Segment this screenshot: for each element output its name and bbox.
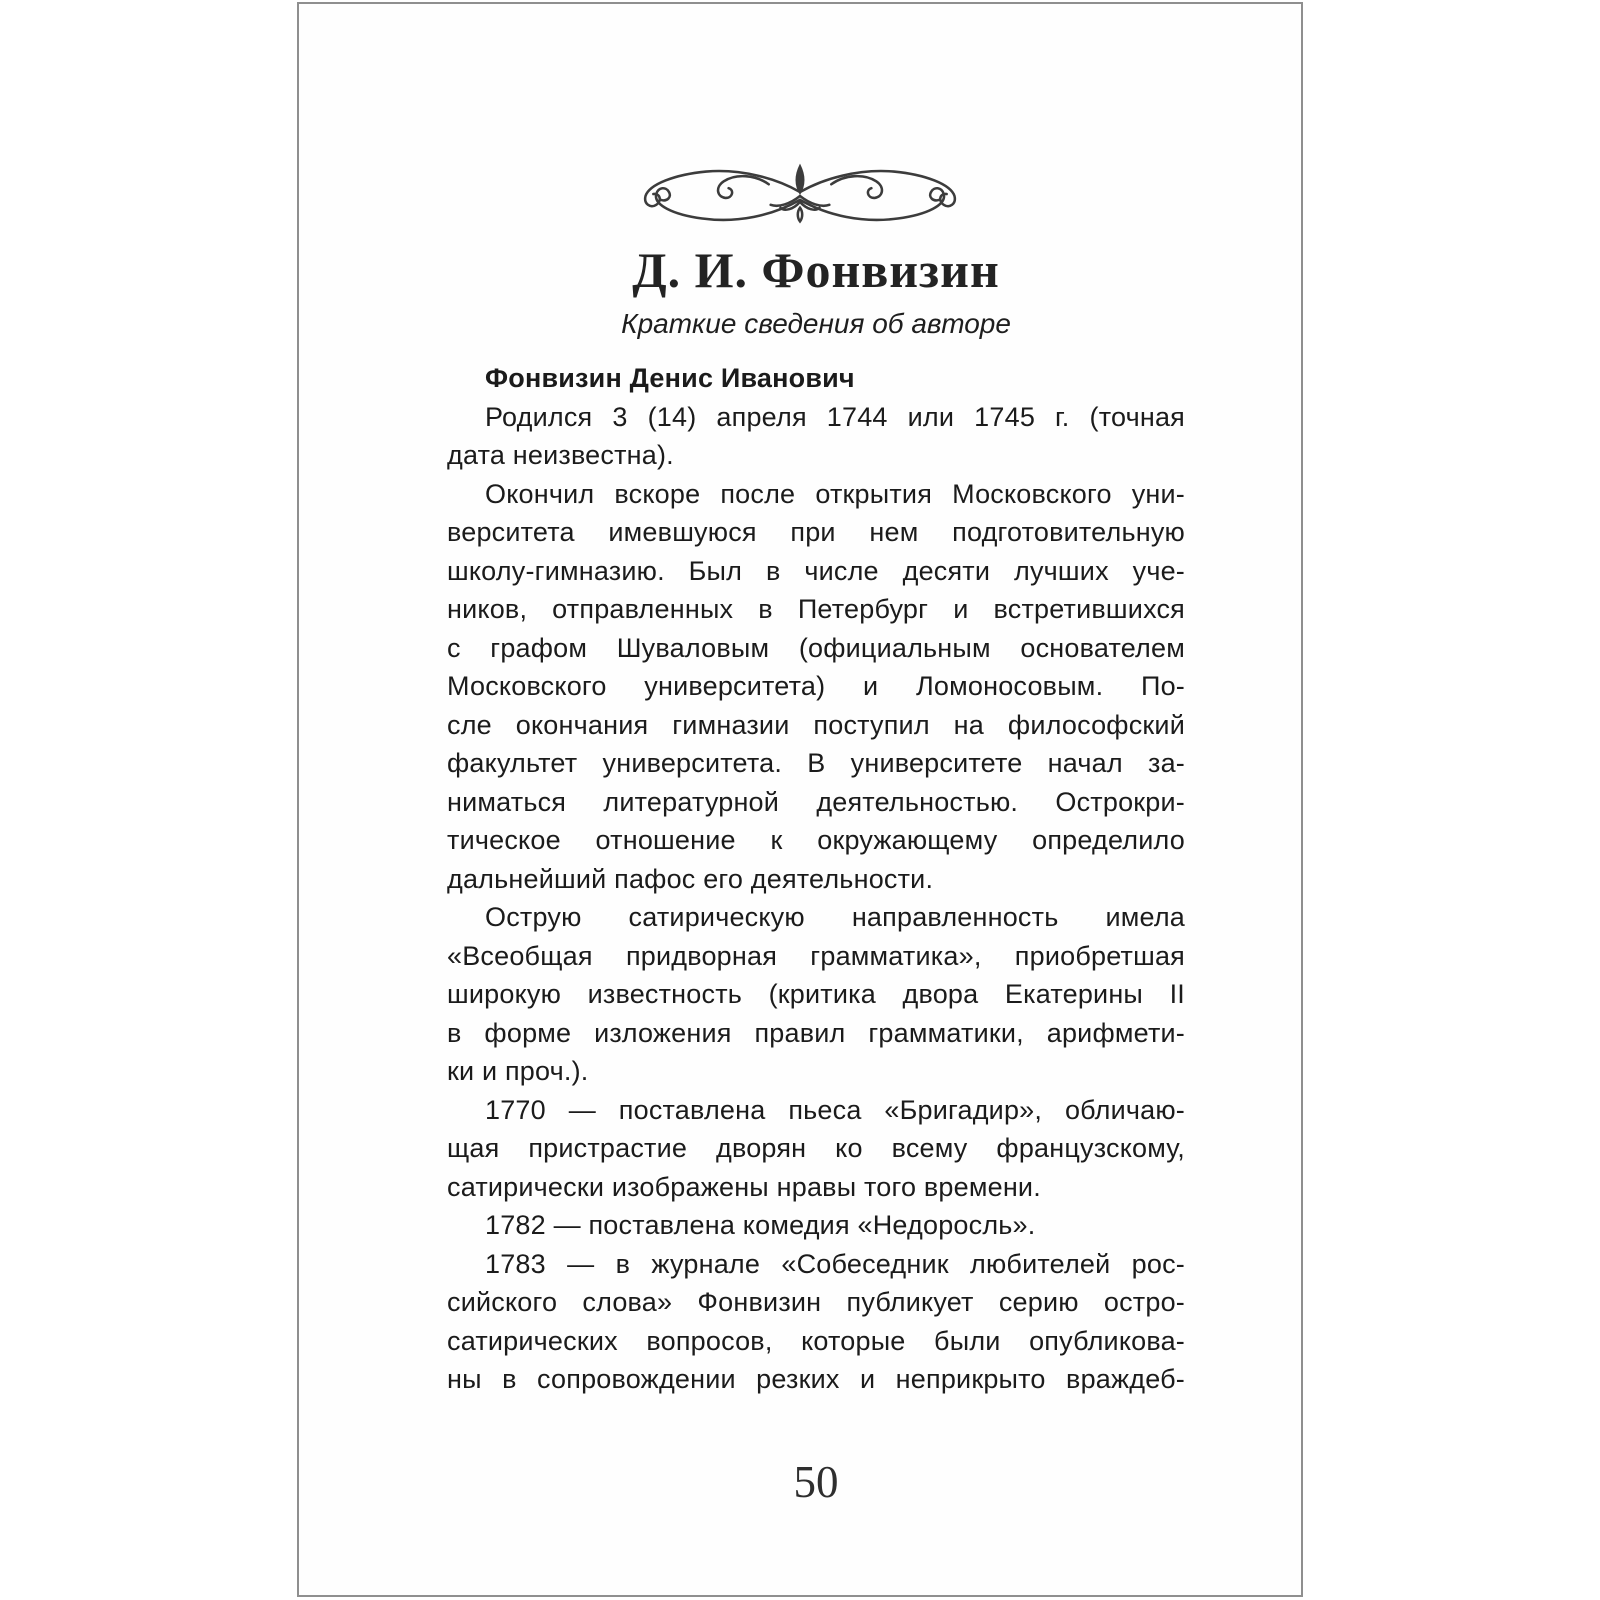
page-title: Д. И. Фонвизин (632, 242, 1000, 298)
body-line: 1783 — в журнале «Собеседник любителей рос- (485, 1248, 1185, 1279)
book-page (297, 2, 1303, 1597)
body-line: факультет университета. В университете начал за- (447, 748, 1185, 778)
body-line: ки и проч.). (447, 1056, 589, 1086)
page-number: 50 (793, 1457, 839, 1507)
body-line: дата неизвестна). (447, 440, 674, 470)
body-line: «Всеобщая придворная грамматика», приобретшая (447, 940, 1185, 971)
body-line: сатирических вопросов, которые были опубликова- (447, 1325, 1185, 1356)
body-line: школу-гимназию. Был в числе десяти лучших уче- (447, 555, 1185, 586)
body-line: широкую известность (критика двора Екатерины II (447, 979, 1185, 1009)
body-line: ны в сопровождении резких и неприкрыто враждеб- (447, 1364, 1185, 1394)
body-text (447, 359, 1185, 1399)
body-line: Родился 3 (14) апреля 1744 или 1745 г. (точная (485, 401, 1185, 432)
body-line: ников, отправленных в Петербург и встретившихся (447, 594, 1185, 624)
body-line: с графом Шуваловым (официальным основателем (447, 632, 1185, 663)
body-line: 1782 — поставлена комедия «Недоросль». (485, 1210, 1036, 1240)
body-line: сле окончания гимназии поступил на философский (447, 709, 1185, 740)
body-line: 1770 — поставлена пьеса «Бригадир», обличаю- (485, 1094, 1185, 1125)
body-line: дальнейший пафос его деятельности. (447, 863, 934, 894)
body-line: в форме изложения правил грамматики, арифмети- (447, 1017, 1185, 1048)
body-line: щая пристрастие дворян ко всему французскому, (447, 1133, 1185, 1163)
body-line: ниматься литературной деятельностью. Острокри- (447, 786, 1185, 817)
body-line: Окончил вскоре после открытия Московского уни- (485, 478, 1185, 509)
flourish-divider-icon (624, 156, 976, 236)
page-subtitle: Краткие сведения об авторе (621, 308, 1011, 339)
body-line: сатирически изображены нравы того времени. (447, 1171, 1041, 1202)
body-line: верситета имевшуюся при нем подготовительную (447, 517, 1185, 547)
body-line: сийского слова» Фонвизин публикует серию остро- (447, 1287, 1185, 1317)
body-line: Острую сатирическую направленность имела (485, 902, 1185, 932)
body-line: Московского университета) и Ломоносовым. По- (447, 671, 1185, 701)
body-line: Фонвизин Денис Иванович (485, 363, 855, 393)
body-line: тическое отношение к окружающему определило (447, 825, 1185, 855)
